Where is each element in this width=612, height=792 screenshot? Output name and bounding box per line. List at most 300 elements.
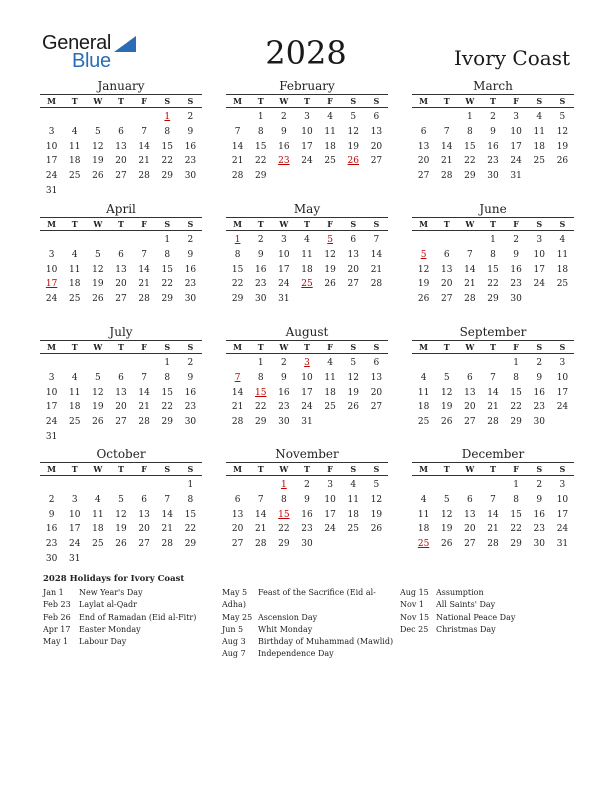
day-cell: 18	[301, 264, 313, 275]
day-cell: 5	[94, 372, 101, 383]
week-row	[40, 371, 202, 386]
day-cell: 27	[347, 279, 359, 290]
holiday-date: Feb 23	[43, 600, 71, 610]
day-cell: 23	[184, 156, 197, 167]
day-cell	[342, 537, 365, 552]
day-cell: 21	[254, 524, 267, 535]
day-cell	[481, 356, 504, 371]
day-cell: 6	[118, 372, 124, 383]
page-title-year: 2028	[265, 34, 347, 72]
weekday-label: T	[71, 464, 78, 474]
week-row	[40, 415, 202, 430]
day-cell: 15	[161, 141, 173, 152]
weekday-label: W	[465, 96, 475, 106]
day-cell: 18	[417, 402, 430, 413]
month-name: July	[109, 325, 133, 339]
day-cell: 3	[48, 126, 55, 137]
holiday-list-column-3	[400, 587, 570, 636]
week-row	[412, 169, 574, 184]
weekday-label: F	[327, 219, 333, 229]
weekday-label: W	[279, 464, 289, 474]
holiday-list-column-1	[43, 587, 213, 648]
day-cell: 20	[347, 264, 359, 275]
day-cell: 4	[304, 235, 310, 245]
day-cell: 20	[115, 402, 127, 413]
day-cell	[133, 478, 156, 493]
day-cell: 23	[533, 524, 545, 535]
day-cell: 2	[513, 235, 519, 245]
weekday-label: S	[373, 96, 380, 106]
day-cell: 22	[254, 402, 267, 413]
holiday-day-cell: 15	[278, 509, 290, 520]
day-cell: 23	[184, 279, 197, 290]
day-cell	[226, 356, 249, 371]
day-cell: 2	[280, 112, 287, 122]
day-cell: 6	[118, 249, 124, 260]
holiday-name-continued: Adha)	[222, 600, 246, 610]
day-cell: 29	[231, 294, 244, 305]
day-cell: 8	[187, 494, 194, 505]
day-cell: 6	[420, 126, 427, 137]
weekday-label: S	[373, 464, 380, 474]
week-row	[226, 522, 388, 537]
holiday-day-cell: 1	[280, 480, 287, 490]
day-cell: 17	[301, 141, 313, 152]
weekday-label: F	[141, 464, 147, 474]
week-row	[226, 356, 388, 371]
day-cell: 8	[490, 249, 496, 260]
weekday-label: W	[93, 219, 103, 229]
weekday-label: T	[304, 96, 310, 106]
day-cell: 8	[513, 372, 519, 383]
day-cell: 16	[301, 509, 313, 520]
month-february	[226, 79, 388, 184]
day-cell: 9	[48, 509, 55, 520]
day-cell: 4	[536, 112, 543, 122]
week-row	[40, 125, 202, 140]
weekday-label: T	[443, 219, 450, 229]
weekday-label: F	[513, 96, 519, 106]
day-cell	[412, 233, 435, 248]
day-cell: 1	[257, 358, 264, 368]
day-cell	[40, 478, 63, 493]
week-row	[226, 154, 388, 169]
day-cell: 28	[370, 279, 383, 290]
holiday-entry	[43, 624, 213, 636]
week-row	[226, 263, 388, 278]
day-cell: 18	[68, 402, 81, 413]
holiday-name: Independence Day	[258, 649, 334, 659]
day-cell: 5	[350, 358, 357, 368]
day-cell: 14	[370, 249, 383, 260]
week-row	[412, 522, 574, 537]
day-cell	[551, 169, 574, 184]
day-cell: 7	[164, 494, 171, 505]
day-cell: 12	[370, 494, 383, 505]
day-cell: 26	[370, 524, 383, 535]
day-cell	[458, 356, 481, 371]
day-cell: 17	[45, 156, 58, 167]
day-cell: 15	[464, 141, 476, 152]
day-cell: 4	[71, 372, 78, 383]
day-cell: 15	[487, 264, 499, 275]
day-cell	[249, 478, 272, 493]
holiday-date: Jun 5	[222, 624, 244, 634]
weekday-label: T	[118, 219, 124, 229]
day-cell: 17	[45, 402, 58, 413]
day-cell	[551, 292, 574, 307]
day-cell: 7	[443, 126, 450, 137]
day-cell: 14	[138, 141, 150, 152]
day-cell: 6	[373, 358, 380, 368]
week-row	[412, 233, 574, 248]
day-cell: 20	[370, 387, 383, 398]
holiday-day-cell: 17	[45, 279, 58, 290]
day-cell	[365, 169, 388, 184]
day-cell: 3	[280, 235, 287, 245]
day-cell: 16	[487, 141, 499, 152]
day-cell: 22	[161, 402, 173, 413]
day-cell: 19	[370, 509, 383, 520]
day-cell: 27	[138, 539, 150, 550]
day-cell: 7	[490, 372, 496, 383]
weekday-label: S	[559, 96, 566, 106]
day-cell: 18	[68, 156, 81, 167]
day-cell: 3	[559, 480, 566, 490]
day-cell: 27	[115, 294, 127, 305]
day-cell	[528, 292, 551, 307]
day-cell: 11	[417, 509, 430, 520]
holiday-day-cell: 5	[327, 235, 333, 245]
day-cell: 2	[280, 358, 287, 368]
day-cell: 5	[94, 126, 101, 137]
holiday-entry	[400, 624, 570, 636]
day-cell: 12	[417, 264, 430, 275]
weekday-label: W	[93, 342, 103, 352]
day-cell: 24	[45, 417, 58, 428]
holiday-name: Feast of the Sacrifice (Eid al- Adha)	[258, 587, 388, 599]
day-cell: 21	[487, 524, 499, 535]
month-name: September	[459, 325, 527, 339]
week-row	[412, 125, 574, 140]
day-cell: 4	[350, 480, 357, 490]
weekday-label: M	[233, 96, 242, 106]
day-cell	[86, 233, 109, 248]
weekday-label: T	[118, 464, 124, 474]
day-cell: 29	[254, 417, 267, 428]
day-cell: 4	[327, 358, 333, 368]
day-cell: 5	[373, 480, 380, 490]
weekday-header	[40, 217, 202, 231]
holiday-day-cell: 15	[254, 387, 267, 398]
day-cell: 7	[141, 249, 147, 260]
week-row	[412, 277, 574, 292]
weekday-label: M	[47, 342, 56, 352]
day-cell	[481, 478, 504, 493]
day-cell: 8	[164, 372, 171, 383]
weekday-label: M	[419, 464, 428, 474]
day-cell: 9	[513, 249, 519, 260]
day-cell	[86, 110, 109, 125]
weekday-label: S	[536, 464, 543, 474]
day-cell: 16	[184, 387, 197, 398]
day-cell: 10	[533, 249, 545, 260]
week-row	[40, 263, 202, 278]
day-cell: 1	[490, 235, 496, 245]
day-cell: 24	[301, 402, 313, 413]
day-cell: 15	[510, 509, 522, 520]
day-cell	[63, 233, 86, 248]
week-row	[226, 292, 388, 307]
day-cell: 30	[184, 417, 197, 428]
day-cell: 19	[556, 141, 569, 152]
day-cell	[109, 552, 132, 567]
day-cell: 20	[464, 524, 476, 535]
weekday-label: S	[350, 219, 357, 229]
weekday-label: S	[559, 219, 566, 229]
day-cell: 7	[257, 494, 264, 505]
holiday-day-cell: 7	[234, 372, 241, 383]
day-cell	[86, 552, 109, 567]
weekday-label: W	[465, 464, 475, 474]
day-cell	[109, 184, 132, 199]
day-cell: 24	[45, 294, 58, 305]
day-cell: 3	[48, 372, 55, 383]
day-cell	[133, 430, 156, 445]
month-july	[40, 325, 202, 445]
day-cell: 24	[301, 156, 313, 167]
day-cell: 1	[164, 358, 171, 368]
day-cell: 16	[45, 524, 58, 535]
day-cell: 8	[466, 126, 473, 137]
week-row	[226, 110, 388, 125]
day-cell	[40, 110, 63, 125]
day-cell: 9	[280, 372, 287, 383]
day-cell: 7	[141, 126, 147, 137]
week-row	[226, 493, 388, 508]
day-cell: 24	[68, 539, 81, 550]
weekday-label: T	[71, 96, 78, 106]
day-cell	[365, 415, 388, 430]
day-cell: 31	[301, 417, 313, 428]
day-cell: 5	[443, 494, 450, 505]
weekday-label: S	[350, 464, 357, 474]
day-cell: 3	[48, 249, 55, 260]
weekday-label: S	[559, 464, 566, 474]
day-cell: 10	[556, 372, 569, 383]
weekday-label: M	[47, 96, 56, 106]
day-cell: 22	[231, 279, 244, 290]
day-cell: 10	[45, 141, 58, 152]
day-cell: 24	[510, 156, 522, 167]
day-cell	[551, 415, 574, 430]
day-cell: 26	[556, 156, 569, 167]
day-cell: 28	[487, 417, 499, 428]
day-cell: 6	[466, 494, 473, 505]
holiday-name: Ascension Day	[258, 612, 318, 622]
day-cell: 4	[327, 112, 333, 122]
day-cell: 24	[45, 171, 58, 182]
day-cell: 10	[324, 494, 336, 505]
day-cell: 12	[440, 509, 453, 520]
day-cell: 23	[184, 402, 197, 413]
day-cell: 18	[324, 141, 336, 152]
day-cell: 13	[138, 509, 150, 520]
day-cell: 12	[92, 141, 104, 152]
day-cell: 26	[92, 417, 104, 428]
day-cell: 28	[254, 539, 267, 550]
day-cell: 2	[536, 358, 543, 368]
day-cell: 9	[280, 126, 287, 137]
day-cell: 16	[278, 141, 290, 152]
day-cell: 22	[510, 402, 522, 413]
weekday-label: W	[279, 219, 289, 229]
weekday-label: T	[118, 342, 124, 352]
day-cell: 19	[92, 402, 104, 413]
month-name: February	[279, 79, 335, 93]
day-cell	[133, 233, 156, 248]
day-cell: 30	[254, 294, 267, 305]
day-cell: 8	[234, 249, 241, 260]
holiday-day-cell: 26	[347, 156, 359, 167]
day-cell: 13	[115, 141, 127, 152]
week-row	[40, 248, 202, 263]
month-name: May	[293, 202, 321, 216]
day-cell: 4	[420, 494, 427, 505]
day-cell: 7	[141, 372, 147, 383]
day-cell: 12	[92, 264, 104, 275]
day-cell: 16	[184, 264, 197, 275]
day-cell: 21	[370, 264, 383, 275]
holiday-name: Laylat al-Qadr	[79, 600, 137, 610]
day-cell: 3	[513, 112, 519, 122]
day-cell: 26	[115, 539, 127, 550]
day-cell	[295, 169, 318, 184]
day-cell: 18	[68, 279, 81, 290]
weekday-label: T	[443, 342, 450, 352]
day-cell	[342, 292, 365, 307]
day-cell: 24	[556, 402, 569, 413]
day-cell: 15	[161, 387, 173, 398]
day-cell: 31	[556, 539, 569, 550]
day-cell: 10	[301, 126, 313, 137]
weekday-label: F	[513, 219, 519, 229]
day-cell: 19	[440, 402, 453, 413]
day-cell: 29	[464, 171, 476, 182]
week-row	[412, 537, 574, 552]
day-cell: 23	[45, 539, 58, 550]
day-cell: 21	[231, 156, 244, 167]
weekday-label: M	[419, 219, 428, 229]
day-cell	[435, 478, 458, 493]
holiday-day-cell: 1	[164, 112, 171, 122]
week-row	[412, 371, 574, 386]
day-cell: 6	[443, 249, 450, 260]
weekday-label: T	[443, 464, 450, 474]
day-cell: 20	[231, 524, 244, 535]
day-cell: 25	[68, 294, 81, 305]
day-cell: 11	[301, 249, 313, 260]
day-cell	[435, 233, 458, 248]
day-cell: 7	[373, 235, 380, 245]
day-cell: 9	[257, 249, 264, 260]
day-cell: 5	[559, 112, 566, 122]
holiday-name: Labour Day	[79, 637, 127, 647]
day-cell: 20	[464, 402, 476, 413]
weekday-header	[412, 340, 574, 354]
weekday-label: S	[536, 342, 543, 352]
day-cell: 19	[347, 141, 359, 152]
day-cell: 28	[464, 294, 476, 305]
day-cell: 3	[71, 494, 78, 505]
day-cell: 3	[536, 235, 543, 245]
weekday-label: M	[47, 464, 56, 474]
week-row	[40, 537, 202, 552]
day-cell: 20	[440, 279, 453, 290]
day-cell: 31	[510, 171, 522, 182]
day-cell: 14	[138, 264, 150, 275]
day-cell: 17	[533, 264, 545, 275]
day-cell: 27	[417, 171, 430, 182]
day-cell: 4	[71, 126, 78, 137]
day-cell: 25	[92, 539, 104, 550]
day-cell: 27	[370, 402, 383, 413]
day-cell: 28	[138, 171, 150, 182]
day-cell	[319, 169, 342, 184]
day-cell	[365, 292, 388, 307]
weekday-label: W	[465, 219, 475, 229]
day-cell: 13	[370, 126, 383, 137]
holiday-name: End of Ramadan (Eid al-Fitr)	[79, 612, 197, 622]
day-cell: 11	[68, 387, 81, 398]
day-cell: 28	[440, 171, 453, 182]
weekday-header	[40, 462, 202, 476]
day-cell: 11	[556, 249, 569, 260]
day-cell	[63, 356, 86, 371]
weekday-label: S	[373, 342, 380, 352]
day-cell	[179, 552, 202, 567]
day-cell: 25	[417, 417, 430, 428]
week-row	[412, 508, 574, 523]
weekday-label: S	[559, 342, 566, 352]
holiday-entry	[222, 587, 397, 612]
day-cell	[435, 356, 458, 371]
day-cell	[63, 184, 86, 199]
day-cell: 26	[440, 539, 453, 550]
day-cell	[226, 478, 249, 493]
holiday-day-cell: 3	[304, 358, 310, 368]
holiday-date: May 1	[43, 637, 69, 647]
day-cell: 30	[510, 294, 522, 305]
weekday-label: W	[279, 96, 289, 106]
day-cell: 14	[487, 509, 499, 520]
day-cell: 25	[347, 524, 359, 535]
weekday-label: F	[327, 342, 333, 352]
week-row	[412, 478, 574, 493]
day-cell	[86, 356, 109, 371]
day-cell: 30	[301, 539, 313, 550]
day-cell	[435, 110, 458, 125]
day-cell: 6	[466, 372, 473, 383]
day-cell	[133, 552, 156, 567]
week-row	[226, 400, 388, 415]
week-row	[226, 140, 388, 155]
month-name: December	[461, 447, 525, 461]
day-cell	[109, 430, 132, 445]
day-cell: 2	[187, 358, 194, 368]
day-cell: 19	[417, 279, 430, 290]
day-cell	[412, 478, 435, 493]
